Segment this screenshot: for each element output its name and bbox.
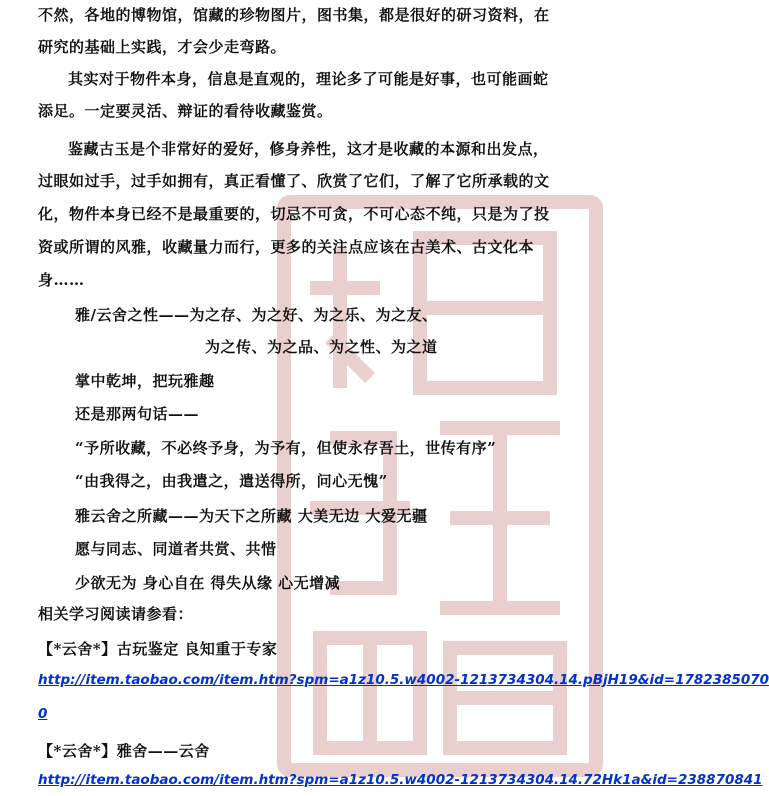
verse-line: “由我得之，由我遣之，遣送得所，问心无愧” [75,472,388,490]
paragraph-line: 过眼如过手，过手如拥有，真正看懂了、欣赏了它们，了解了它所承载的文 [38,172,550,190]
verse-line: 雅/云舍之性——为之存、为之好、为之乐、为之友、 [75,306,438,324]
reference-title: 【*云舍*】雅舍——云舍 [38,742,210,760]
verse-line: 还是那两句话—— [75,405,200,423]
references-heading: 相关学习阅读请参看： [38,605,194,623]
paragraph-line: 身…… [38,271,85,289]
verse-line: 为之传、为之品、为之性、为之道 [205,338,438,356]
paragraph-line: 添足。一定要灵活、辩证的看待收藏鉴赏。 [38,102,333,120]
reference-link[interactable]: http://item.taobao.com/item.htm?spm=a1z10.5.w4002-1213734304.14.pBjH19&id=1782385070 [38,672,769,688]
paragraph-line: 化，物件本身已经不是最重要的，切忌不可贪，不可心态不纯，只是为了投 [38,205,550,223]
verse-line: 雅云舍之所藏——为天下之所藏 大美无边 大爱无疆 [75,507,428,525]
verse-line: 少欲无为 身心自在 得失从缘 心无增减 [75,574,341,592]
verse-line: 愿与同志、同道者共赏、共惜 [75,540,277,558]
paragraph-line: 资或所谓的风雅，收藏量力而行，更多的关注点应该在古美术、古文化本 [38,238,535,256]
reference-title: 【*云舍*】古玩鉴定 良知重于专家 [38,640,278,658]
reference-link-continued[interactable]: 0 [38,706,48,722]
verse-line: “予所收藏，不必终予身，为予有，但使永存吾土，世传有序” [75,439,497,457]
paragraph-line: 研究的基础上实践，才会少走弯路。 [38,38,287,56]
reference-link[interactable]: http://item.taobao.com/item.htm?spm=a1z10.5.w4002-1213734304.14.72Hk1a&id=238870841 [38,772,763,788]
paragraph-line: 鉴藏古玉是个非常好的爱好，修身养性，这才是收藏的本源和出发点， [68,140,549,158]
paragraph-line: 其实对于物件本身，信息是直观的，理论多了可能是好事，也可能画蛇 [68,70,549,88]
verse-line: 掌中乾坤，把玩雅趣 [75,372,215,390]
paragraph-line: 不然，各地的博物馆，馆藏的珍物图片，图书集，都是很好的研习资料，在 [38,6,550,24]
